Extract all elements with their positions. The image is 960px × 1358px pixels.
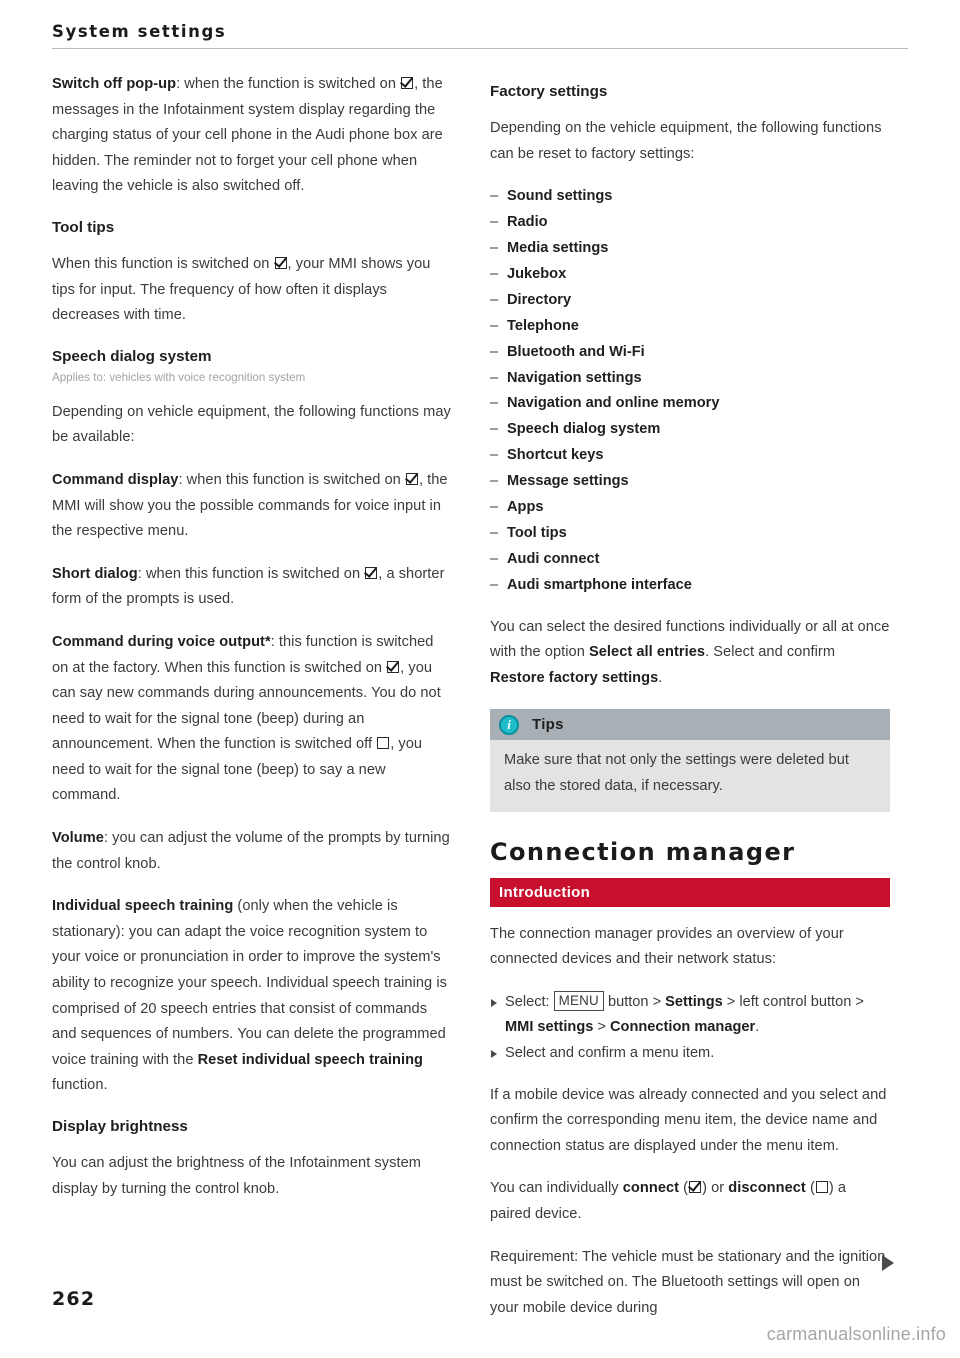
term-command-during-voice-output: Command during voice output*	[52, 633, 271, 650]
heading-display-brightness: Display brightness	[52, 1118, 188, 1135]
tips-callout-title: Tips	[532, 716, 564, 734]
term-mmi-settings: MMI settings	[505, 1019, 594, 1036]
text-run: , you need to wait for the signal tone (beep) to say a new command.	[52, 736, 423, 804]
term-short-dialog: Short dialog	[52, 565, 138, 582]
text-run: function.	[52, 1077, 108, 1094]
left-column	[52, 72, 452, 1338]
term-command-display: Command display	[52, 471, 179, 488]
term-settings: Settings	[665, 993, 723, 1010]
paragraph-if-mobile-device: If a mobile device was already connected and you select and confirm the corresponding menu item, the device name and connection status are displayed under the menu item.	[490, 1086, 887, 1154]
text-run: (	[805, 1180, 815, 1197]
paragraph-command-display	[52, 468, 452, 545]
text-run: (only when the vehicle is stationary): you can adapt the voice recognition system to your voice or pronunciation in order to improve the system's ability to recognize your speech. Individual speech training is comprised of 20 speech entries that consist of commands and sequences of numbers. You can delete the programmed voice training with the	[52, 898, 447, 1068]
checkbox-checked-icon	[275, 257, 287, 269]
heading-factory-settings: Factory settings	[490, 83, 608, 100]
checkbox-checked-icon	[401, 77, 413, 89]
text-run: , a shorter form of the prompts is used.	[52, 565, 445, 608]
list-item: – Directory	[490, 288, 890, 314]
text-run: , your MMI shows you tips for input. The frequency of how often it displays decreases with time.	[52, 255, 431, 324]
term-individual-speech-training: Individual speech training	[52, 898, 234, 915]
checkbox-checked-icon	[387, 661, 399, 673]
continuation-arrow-icon	[882, 1255, 894, 1271]
list-item-confirm-menu: Select and confirm a menu item.	[490, 1041, 890, 1067]
text-run: You can individually	[490, 1180, 623, 1197]
list-item: – Message settings	[490, 469, 890, 495]
term-disconnect: disconnect	[728, 1180, 806, 1197]
term-restore-factory-settings: Restore factory settings	[490, 669, 659, 686]
page-number: 262	[52, 1288, 96, 1310]
term-switch-off-popup: Switch off pop-up	[52, 76, 177, 92]
paragraph-tool-tips	[52, 252, 452, 329]
paragraph-connect-disconnect	[490, 1176, 890, 1227]
list-item-select-path	[490, 990, 890, 1041]
paragraph-display-brightness: You can adjust the brightness of the Infotainment system display by turning the control knob.	[52, 1155, 421, 1197]
list-item: – Jukebox	[490, 262, 890, 288]
introduction-banner-label: Introduction	[499, 883, 591, 901]
checkbox-unchecked-icon	[816, 1181, 828, 1193]
checkbox-checked-icon	[689, 1181, 701, 1193]
two-column-body	[52, 72, 912, 1338]
text-run: , the messages in the Infotainment system display regarding the charging status of your cell phone in the Audi phone box are hidden. The reminder not to forget your cell phone when leaving the vehicle is also switched off.	[52, 76, 443, 195]
introduction-banner	[490, 878, 890, 907]
applies-to-note: Applies to: vehicles with voice recognition system	[52, 370, 306, 384]
paragraph-individual-speech-training	[52, 894, 452, 1099]
text-run: .	[658, 669, 663, 686]
checkbox-unchecked-icon	[377, 737, 389, 749]
text-run: . Select and confirm	[705, 644, 836, 661]
heading-speech-dialog-system: Speech dialog system	[52, 347, 212, 365]
tips-callout-text: Make sure that not only the settings were deleted but also the stored data, if necessary.	[504, 752, 849, 795]
paragraph-connection-overview: The connection manager provides an overview of your connected devices and their network status:	[490, 925, 844, 968]
tips-callout-header	[490, 709, 890, 740]
list-item: – Bluetooth and Wi-Fi	[490, 340, 890, 366]
paragraph-command-during-voice-output	[52, 630, 452, 809]
list-item: – Radio	[490, 210, 890, 236]
connection-manager-steps	[490, 990, 890, 1067]
paragraph-select-functions	[490, 615, 890, 692]
list-item: – Audi smartphone interface	[490, 573, 890, 599]
text-run: : you can adjust the volume of the prompts by turning the control knob.	[52, 830, 450, 872]
text-run: : when this function is switched on	[178, 471, 405, 488]
text-run: , you can say new commands during announcements. You do not need to wait for the signal tone (beep) during an announcement. When the function is switched off	[52, 659, 441, 753]
header-divider	[52, 48, 908, 49]
text-run: >	[593, 1019, 611, 1036]
list-item: – Audi connect	[490, 547, 890, 573]
list-item: – Navigation settings	[490, 366, 890, 392]
text-run: (	[679, 1180, 689, 1197]
list-item: – Shortcut keys	[490, 443, 890, 469]
checkbox-checked-icon	[406, 473, 418, 485]
menu-hardware-button[interactable]: MENU	[554, 991, 604, 1011]
reset-functions-list	[490, 184, 890, 599]
paragraph-short-dialog	[52, 562, 452, 613]
page-title: System settings	[52, 22, 227, 41]
paragraph-depending-vehicle-equipment: Depending on the vehicle equipment, the following functions can be reset to factory settings:	[490, 120, 882, 162]
running-header	[52, 22, 908, 49]
list-item: – Media settings	[490, 236, 890, 262]
right-column	[490, 72, 890, 1338]
tips-callout-body	[490, 740, 890, 811]
text-run: : when this function is switched on	[137, 565, 365, 582]
list-item: – Apps	[490, 495, 890, 521]
tips-callout	[490, 709, 890, 811]
paragraph-requirement: Requirement: The vehicle must be stationary and the ignition must be switched on. The Bluetooth settings will open on your mobile device during	[490, 1248, 886, 1316]
text-run: > left control button >	[722, 993, 864, 1010]
text-run: button >	[603, 993, 666, 1010]
text-run: , the MMI will show you the possible commands for voice input in the respective menu.	[52, 471, 448, 540]
term-reset-individual-speech-training: Reset individual speech training	[197, 1051, 424, 1068]
term-connect: connect	[622, 1180, 680, 1197]
text-run: When this function is switched on	[52, 255, 274, 272]
text-run: ) or	[702, 1180, 729, 1197]
term-volume: Volume	[52, 830, 104, 847]
text-run: : this function is switched on at the factory. When this function is switched on	[52, 633, 434, 676]
site-watermark: carmanualsonline.info	[766, 1324, 946, 1344]
text-run: ) a paired device.	[490, 1180, 847, 1222]
paragraph-depending-equipment: Depending on vehicle equipment, the following functions may be available:	[52, 403, 451, 446]
text-run: Select:	[505, 993, 554, 1010]
heading-tool-tips: Tool tips	[52, 218, 115, 236]
paragraph-switch-off-popup	[52, 72, 452, 200]
list-item: – Tool tips	[490, 521, 890, 547]
heading-connection-manager: Connection manager	[490, 837, 796, 866]
paragraph-volume	[52, 826, 452, 877]
text-run: : when the function is switched on	[176, 76, 401, 92]
text-run: .	[755, 1019, 760, 1036]
info-icon: i	[499, 715, 519, 735]
term-connection-manager: Connection manager	[610, 1019, 756, 1036]
list-item: – Telephone	[490, 314, 890, 340]
checkbox-checked-icon	[365, 567, 377, 579]
list-item: – Sound settings	[490, 184, 890, 210]
text-run: You can select the desired functions individually or all at once with the option	[490, 618, 890, 661]
list-item: – Speech dialog system	[490, 417, 890, 443]
term-select-all-entries: Select all entries	[588, 644, 706, 661]
list-item: – Navigation and online memory	[490, 391, 890, 417]
